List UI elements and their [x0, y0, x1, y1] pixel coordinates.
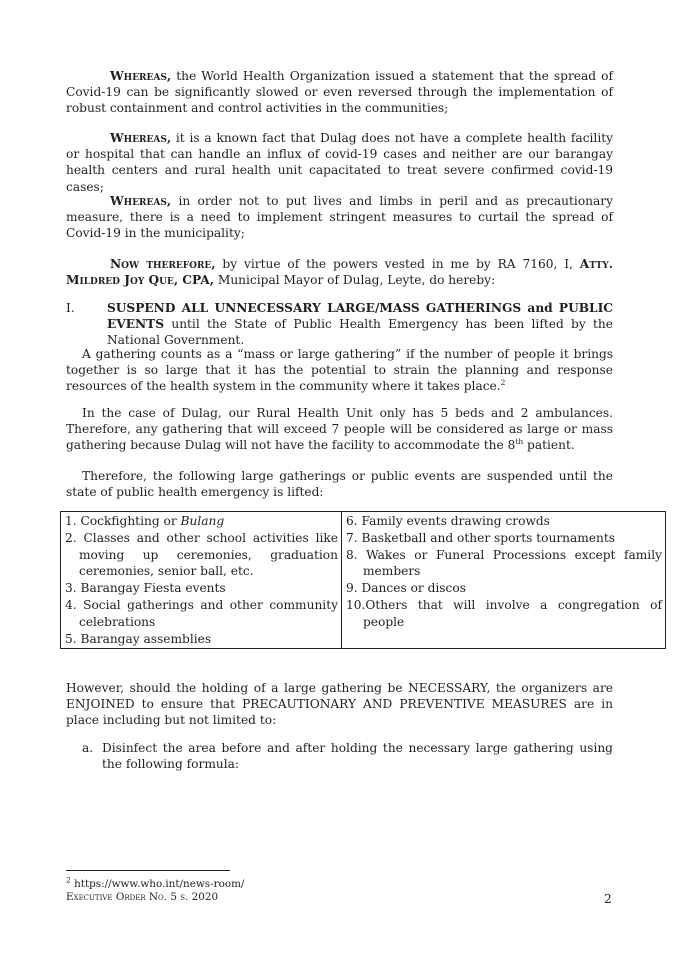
however-paragraph: However, should the holding of a large gathering be NECESSARY, the organizers are ENJOINED to ensure that PRECAUTIONARY AND PREVENTIVE MEASURES are in place including but not limited to:	[66, 681, 613, 728]
events-column-left	[61, 512, 342, 649]
whereas-text: the World Health Organization issued a statement that the spread of Covid-19 can be significantly slowed or even reversed through the implementation of robust containment and control activities in the communities;	[66, 69, 613, 116]
whereas-text: it is a known fact that Dulag does not have a complete health facility or hospital that can handle an influx of covid-19 cases and neither are our barangay health centers and rural health unit capacitated to treat severe confirmed covid-19 cases;	[66, 131, 613, 194]
mayor-name: Atty. Mildred Joy Que, CPA,	[66, 257, 613, 288]
whereas-paragraph-3	[66, 193, 613, 242]
footnote-url: https://www.who.int/news-room/	[74, 878, 245, 890]
section-1	[66, 300, 613, 349]
dulag-case-paragraph	[66, 405, 613, 454]
section-number: I.	[66, 301, 75, 315]
event-item: 5. Barangay assemblies	[65, 631, 212, 646]
item-text: Disinfect the area before and after holding the necessary large gathering using the following formula:	[102, 741, 613, 772]
item-letter: a.	[82, 741, 94, 755]
gathering-definition	[66, 346, 613, 395]
superscript-th: th	[515, 437, 524, 447]
dulag-case-text-1: In the case of Dulag, our Rural Health Unit only has 5 beds and 2 ambulances. Therefore, any gathering that will exceed 7 people will be considered as large or mass gathering because Dulag will not have the facility to accommodate the 8	[66, 406, 613, 453]
whereas-lead: Whereas,	[110, 194, 172, 208]
suspended-list-intro: Therefore, the following large gatherings or public events are suspended until the state of public health emergency is lifted:	[66, 469, 613, 500]
now-therefore-text-1: by virtue of the powers vested in me by RA 7160, I,	[215, 257, 580, 271]
section-text: until the State of Public Health Emergency has been lifted by the National Government.	[107, 317, 613, 348]
event-item: 7. Basketball and other sports tournaments	[346, 530, 616, 545]
dulag-case-text-2: patient.	[523, 438, 575, 453]
whereas-paragraph-1	[66, 68, 613, 117]
whereas-lead: Whereas,	[110, 69, 172, 83]
gathering-definition-text: A gathering counts as a “mass or large gathering” if the number of people it brings together is so large that it has the potential to strain the planning and response resources of the health system in the community where it takes place.	[66, 347, 613, 394]
event-item: 6. Family events drawing crowds	[346, 514, 550, 528]
section-heading: SUSPEND ALL UNNECESSARY LARGE/MASS GATHERINGS and PUBLIC EVENTS	[107, 301, 613, 332]
event-item: 4. Social gatherings and other community celebrations	[65, 597, 338, 629]
now-therefore-paragraph	[66, 256, 613, 288]
event-item: 1. Cockfighting or Bulang	[65, 514, 225, 528]
footnote-divider	[66, 870, 230, 871]
event-item: 3. Barangay Fiesta events	[65, 581, 226, 596]
whereas-paragraph-2	[66, 130, 613, 195]
event-item: 2. Classes and other school activities like moving up ceremonies, graduation ceremonies, senior ball, etc.	[65, 530, 338, 579]
executive-order-footer: Executive Order No. 5 s. 2020	[66, 891, 219, 903]
event-item: 8. Wakes or Funeral Processions except family members	[346, 547, 662, 579]
page-number: 2	[604, 892, 612, 906]
whereas-text: in order not to put lives and limbs in peril and as precautionary measure, there is a need to implement stringent measures to curtail the spread of Covid-19 in the municipality;	[66, 194, 613, 241]
now-therefore-lead: Now therefore,	[110, 257, 216, 271]
event-item: 10.Others that will involve a congregation of people	[346, 597, 662, 629]
now-therefore-text-2: Municipal Mayor of Dulag, Leyte, do hereby:	[213, 273, 496, 288]
event-item: 9. Dances or discos	[346, 581, 466, 596]
footnote-reference: 2	[500, 378, 506, 388]
suspended-events-table	[60, 511, 666, 649]
footnote	[66, 875, 245, 891]
whereas-lead: Whereas,	[110, 131, 172, 145]
precaution-item-a	[82, 740, 613, 772]
events-column-right	[342, 512, 666, 649]
footnote-number: 2	[66, 875, 71, 885]
